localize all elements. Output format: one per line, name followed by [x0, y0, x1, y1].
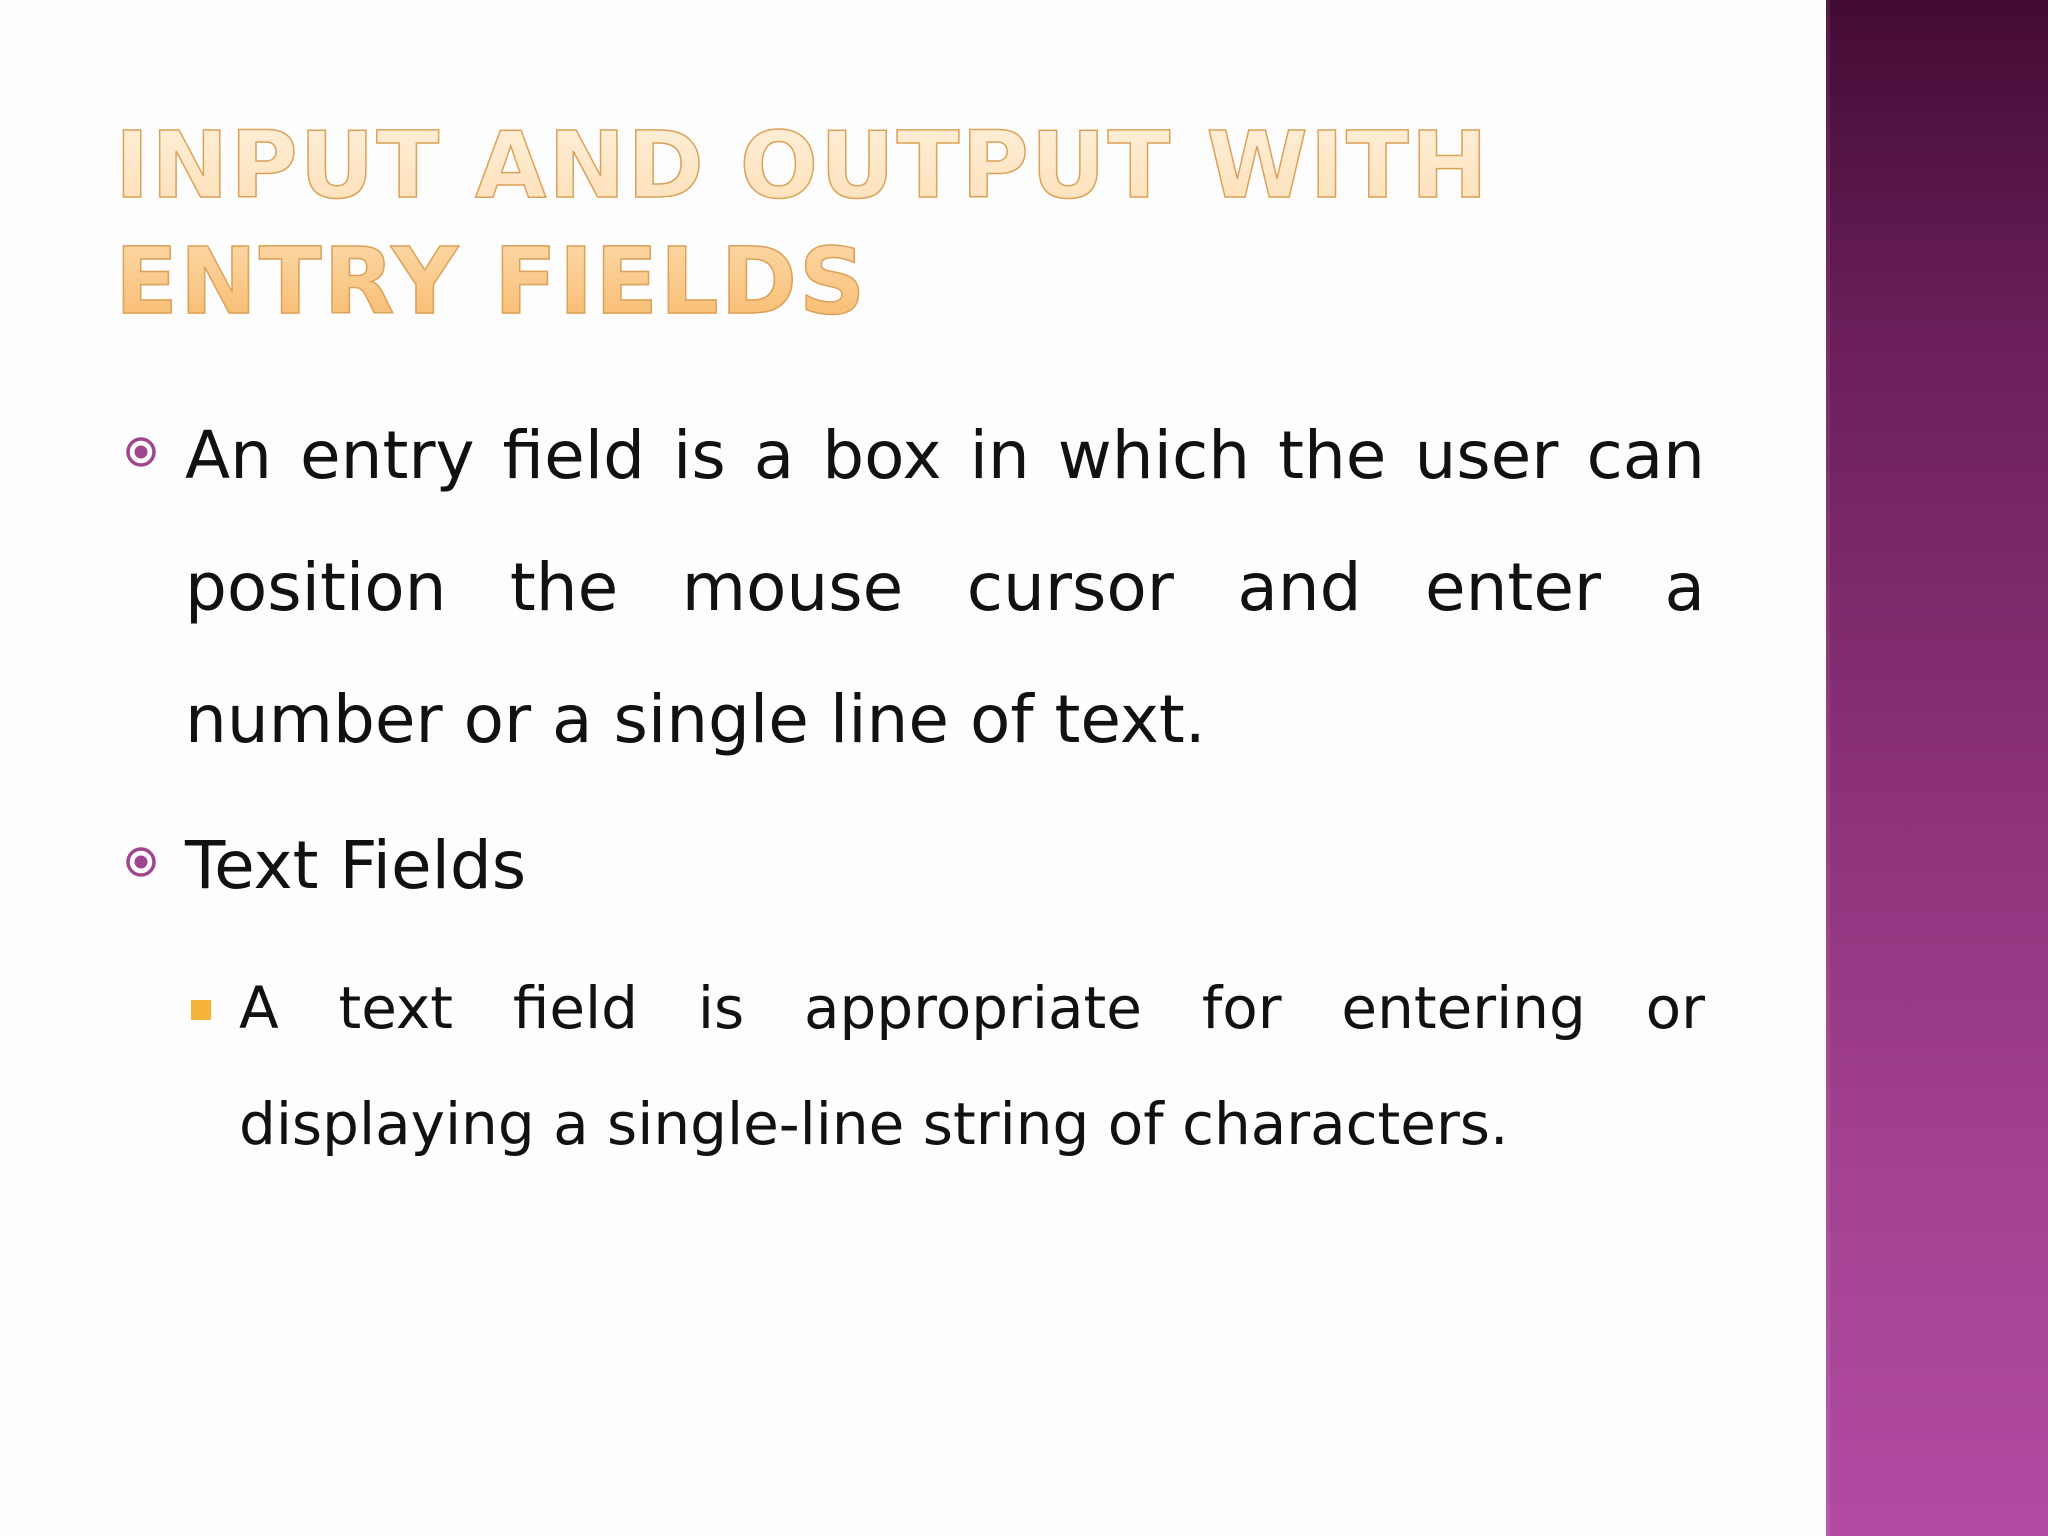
bullet-item: [125, 800, 1705, 932]
square-bullet-icon: [191, 1000, 211, 1020]
bullet-text: Text Fields: [185, 827, 527, 904]
bullet-text: An entry field is a box in which the user can position the mouse cursor and enter a number or a single line of text.: [185, 417, 1705, 758]
circle-target-bullet-icon: [125, 846, 157, 878]
circle-target-bullet-icon: [125, 436, 157, 468]
decorative-side-band: [1826, 0, 2048, 1536]
sub-bullet-text: A text field is appropriate for entering or displaying a single-line string of characters.: [239, 974, 1705, 1158]
bullet-item: [125, 390, 1705, 786]
slide-content: [125, 390, 1705, 1182]
slide-title: INPUT AND OUTPUT WITH ENTRY FIELDS: [115, 108, 1675, 340]
sub-bullet-item: [239, 950, 1705, 1182]
